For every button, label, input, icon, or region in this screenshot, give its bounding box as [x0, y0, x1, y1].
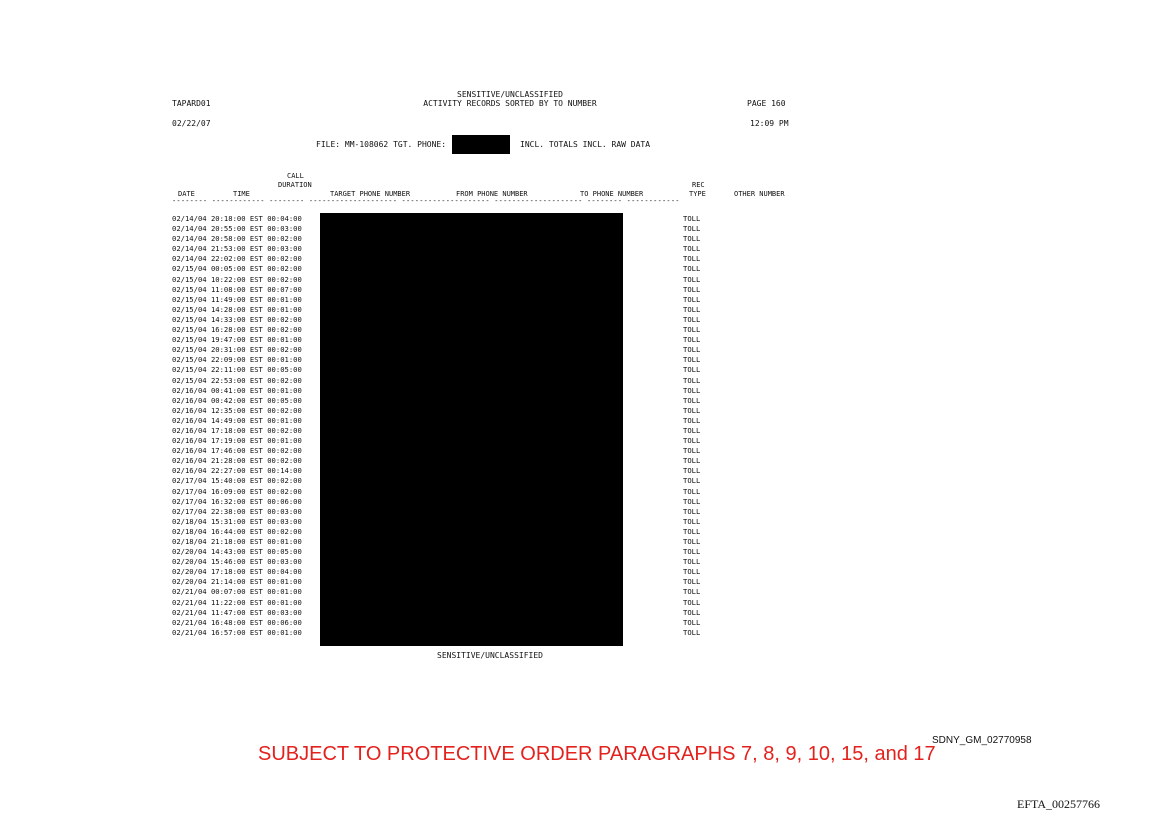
- table-row: [172, 476, 302, 486]
- row-duration: 00:02:00: [267, 405, 302, 415]
- row-time: 22:11:00 EST: [210, 365, 263, 375]
- row-time: 22:53:00 EST: [210, 375, 263, 385]
- table-row: [172, 547, 302, 557]
- efta-number: EFTA_00257766: [1017, 797, 1101, 811]
- table-row: [172, 355, 302, 365]
- col-from-phone: FROM PHONE NUMBER: [456, 190, 528, 198]
- row-duration: 00:02:00: [267, 264, 302, 274]
- row-rec-type: TOLL: [683, 304, 701, 314]
- row-rec-type: TOLL: [683, 385, 701, 395]
- row-duration: 00:02:00: [267, 446, 302, 456]
- col-date: DATE: [178, 190, 195, 198]
- row-time: 14:33:00 EST: [210, 314, 263, 324]
- table-row: [172, 396, 302, 406]
- row-duration: 00:07:00: [267, 284, 302, 294]
- row-time: 00:41:00 EST: [210, 385, 263, 395]
- col-other-number: OTHER NUMBER: [734, 190, 785, 198]
- row-rec-type: TOLL: [683, 274, 701, 284]
- phone-columns-redaction: [320, 213, 623, 646]
- row-time: 16:28:00 EST: [210, 325, 263, 335]
- row-duration: 00:01:00: [267, 355, 302, 365]
- row-duration: 00:02:00: [267, 476, 302, 486]
- row-rec-type: TOLL: [683, 577, 701, 587]
- table-row: [172, 497, 302, 507]
- table-row: [172, 386, 302, 396]
- row-time: 10:22:00 EST: [210, 274, 263, 284]
- table-row: [172, 244, 302, 254]
- row-duration: 00:01:00: [267, 415, 302, 425]
- row-date: 02/16/04: [172, 446, 207, 456]
- row-date: 02/18/04: [172, 526, 207, 536]
- row-time: 11:08:00 EST: [210, 284, 263, 294]
- table-row: [172, 507, 302, 517]
- row-date: 02/15/04: [172, 274, 207, 284]
- row-duration: 00:03:00: [267, 516, 302, 526]
- row-rec-type: TOLL: [683, 335, 701, 345]
- row-time: 00:07:00 EST: [210, 587, 263, 597]
- row-rec-type: TOLL: [683, 617, 701, 627]
- table-row: [172, 345, 302, 355]
- classification-top: SENSITIVE/UNCLASSIFIED: [457, 90, 563, 99]
- col-type: TYPE: [689, 190, 706, 198]
- row-date: 02/21/04: [172, 587, 207, 597]
- row-date: 02/18/04: [172, 516, 207, 526]
- col-rec: REC: [692, 181, 705, 189]
- row-duration: 00:02:00: [267, 274, 302, 284]
- row-date: 02/15/04: [172, 375, 207, 385]
- table-row: [172, 224, 302, 234]
- row-duration: 00:03:00: [267, 506, 302, 516]
- row-rec-type: TOLL: [683, 627, 701, 637]
- row-date: 02/16/04: [172, 385, 207, 395]
- row-rec-type: TOLL: [683, 597, 701, 607]
- row-time: 15:31:00 EST: [210, 516, 263, 526]
- row-time: 17:18:00 EST: [210, 425, 263, 435]
- row-rec-type: TOLL: [683, 224, 701, 234]
- col-to-phone: TO PHONE NUMBER: [580, 190, 644, 198]
- row-date: 02/14/04: [172, 244, 207, 254]
- row-rec-type: TOLL: [683, 607, 701, 617]
- report-date: 02/22/07: [172, 119, 211, 128]
- row-rec-type: TOLL: [683, 375, 701, 385]
- row-duration: 00:01:00: [267, 587, 302, 597]
- row-duration: 00:04:00: [267, 214, 302, 223]
- row-date: 02/15/04: [172, 325, 207, 335]
- row-rec-type: TOLL: [683, 526, 701, 536]
- table-row: [172, 234, 302, 244]
- col-time: TIME: [233, 190, 250, 198]
- row-date: 02/16/04: [172, 405, 207, 415]
- row-duration: 00:05:00: [267, 395, 302, 405]
- row-duration: 00:01:00: [267, 335, 302, 345]
- table-row: [172, 456, 302, 466]
- classification-bottom: SENSITIVE/UNCLASSIFIED: [437, 651, 543, 660]
- row-rec-type: TOLL: [683, 506, 701, 516]
- row-time: 22:27:00 EST: [210, 466, 263, 476]
- col-duration: DURATION: [278, 181, 312, 189]
- row-duration: 00:02:00: [267, 375, 302, 385]
- row-date: 02/16/04: [172, 456, 207, 466]
- row-time: 16:32:00 EST: [210, 496, 263, 506]
- row-duration: 00:02:00: [267, 486, 302, 496]
- row-rec-type: TOLL: [683, 486, 701, 496]
- row-time: 20:55:00 EST: [210, 224, 263, 234]
- table-row: [172, 487, 302, 497]
- table-row: [172, 446, 302, 456]
- row-date: 02/16/04: [172, 395, 207, 405]
- row-duration: 00:02:00: [267, 456, 302, 466]
- row-date: 02/14/04: [172, 234, 207, 244]
- row-date: 02/16/04: [172, 415, 207, 425]
- table-row: [172, 557, 302, 567]
- table-row: [172, 577, 302, 587]
- row-rec-type: TOLL: [683, 547, 701, 557]
- table-row: [172, 628, 302, 638]
- row-rec-type: TOLL: [683, 294, 701, 304]
- row-duration: 00:01:00: [267, 627, 302, 637]
- report-time: 12:09 PM: [750, 119, 789, 128]
- row-rec-type: TOLL: [683, 355, 701, 365]
- row-date: 02/17/04: [172, 506, 207, 516]
- row-duration: 00:02:00: [267, 345, 302, 355]
- row-duration: 00:03:00: [267, 607, 302, 617]
- row-rec-type: TOLL: [683, 456, 701, 466]
- rec-type-list: [683, 214, 700, 638]
- row-rec-type: TOLL: [683, 567, 701, 577]
- row-date: 02/21/04: [172, 617, 207, 627]
- row-time: 16:09:00 EST: [210, 486, 263, 496]
- row-duration: 00:01:00: [267, 577, 302, 587]
- row-date: 02/15/04: [172, 355, 207, 365]
- row-rec-type: TOLL: [683, 516, 701, 526]
- row-time: 16:57:00 EST: [210, 627, 263, 637]
- report-options: INCL. TOTALS INCL. RAW DATA: [520, 140, 651, 149]
- table-row: [172, 214, 302, 224]
- row-time: 21:18:00 EST: [210, 537, 263, 546]
- row-rec-type: TOLL: [683, 425, 701, 435]
- row-time: 22:02:00 EST: [210, 254, 263, 264]
- row-date: 02/17/04: [172, 486, 207, 496]
- row-time: 00:42:00 EST: [210, 395, 263, 405]
- file-label: FILE: MM-108062 TGT. PHONE:: [316, 140, 447, 149]
- col-target-phone: TARGET PHONE NUMBER: [330, 190, 411, 198]
- row-duration: 00:06:00: [267, 617, 302, 627]
- row-time: 14:43:00 EST: [210, 547, 263, 557]
- row-rec-type: TOLL: [683, 234, 701, 244]
- row-date: 02/15/04: [172, 264, 207, 274]
- row-rec-type: TOLL: [683, 264, 701, 274]
- table-row: [172, 416, 302, 426]
- row-time: 11:49:00 EST: [210, 294, 263, 304]
- table-row: [172, 285, 302, 295]
- row-rec-type: TOLL: [683, 365, 701, 375]
- bates-number: SDNY_GM_02770958: [932, 735, 1032, 746]
- records-list: [172, 214, 302, 638]
- row-date: 02/15/04: [172, 314, 207, 324]
- row-time: 14:49:00 EST: [210, 415, 263, 425]
- row-rec-type: TOLL: [683, 476, 701, 486]
- row-time: 12:35:00 EST: [210, 405, 263, 415]
- table-row: [172, 376, 302, 386]
- row-time: 16:48:00 EST: [210, 617, 263, 627]
- table-row: [172, 335, 302, 345]
- row-rec-type: TOLL: [683, 325, 701, 335]
- row-rec-type: TOLL: [683, 395, 701, 405]
- table-row: [172, 315, 302, 325]
- row-rec-type: TOLL: [683, 446, 701, 456]
- row-time: 15:40:00 EST: [210, 476, 263, 486]
- row-rec-type: TOLL: [683, 496, 701, 506]
- table-row: [172, 406, 302, 416]
- header-divider: -------- ------------ -------- -------------------- -------------------- -------------------- -------- ------------: [172, 197, 680, 205]
- row-time: 22:38:00 EST: [210, 506, 263, 516]
- table-row: [172, 264, 302, 274]
- table-row: [172, 365, 302, 375]
- table-row: [172, 608, 302, 618]
- col-call: CALL: [287, 172, 304, 180]
- row-time: 17:18:00 EST: [210, 567, 263, 577]
- row-duration: 00:02:00: [267, 314, 302, 324]
- table-row: [172, 587, 302, 597]
- row-date: 02/17/04: [172, 496, 207, 506]
- row-rec-type: TOLL: [683, 436, 701, 446]
- row-duration: 00:01:00: [267, 436, 302, 446]
- target-phone-redaction: [452, 135, 510, 154]
- row-time: 11:22:00 EST: [210, 597, 263, 607]
- row-time: 00:05:00 EST: [210, 264, 263, 274]
- row-date: 02/17/04: [172, 476, 207, 486]
- row-duration: 00:01:00: [267, 597, 302, 607]
- row-time: 20:18:00 EST: [210, 214, 263, 223]
- row-rec-type: TOLL: [683, 557, 701, 567]
- row-date: 02/14/04: [172, 254, 207, 264]
- row-rec-type: TOLL: [683, 415, 701, 425]
- row-duration: 00:02:00: [267, 234, 302, 244]
- table-row: [172, 567, 302, 577]
- row-time: 16:44:00 EST: [210, 526, 263, 536]
- row-rec-type: TOLL: [683, 254, 701, 264]
- table-row: [172, 426, 302, 436]
- row-rec-type: TOLL: [683, 284, 701, 294]
- row-date: 02/15/04: [172, 294, 207, 304]
- row-time: 21:28:00 EST: [210, 456, 263, 466]
- row-duration: 00:05:00: [267, 547, 302, 557]
- table-row: [172, 598, 302, 608]
- row-rec-type: TOLL: [683, 405, 701, 415]
- row-duration: 00:01:00: [267, 294, 302, 304]
- row-date: 02/21/04: [172, 607, 207, 617]
- row-date: 02/20/04: [172, 577, 207, 587]
- row-duration: 00:04:00: [267, 567, 302, 577]
- row-date: 02/18/04: [172, 537, 207, 546]
- row-date: 02/14/04: [172, 214, 207, 223]
- row-rec-type: TOLL: [683, 244, 701, 254]
- row-date: 02/16/04: [172, 466, 207, 476]
- row-time: 17:19:00 EST: [210, 436, 263, 446]
- table-row: [172, 618, 302, 628]
- row-date: 02/16/04: [172, 425, 207, 435]
- report-id: TAPARD01: [172, 99, 211, 108]
- row-time: 22:09:00 EST: [210, 355, 263, 365]
- row-rec-type: TOLL: [683, 314, 701, 324]
- row-date: 02/20/04: [172, 567, 207, 577]
- row-date: 02/16/04: [172, 436, 207, 446]
- row-time: 19:47:00 EST: [210, 335, 263, 345]
- row-duration: 00:05:00: [267, 365, 302, 375]
- row-duration: 00:14:00: [267, 466, 302, 476]
- table-row: [172, 436, 302, 446]
- row-duration: 00:02:00: [267, 425, 302, 435]
- row-time: 17:46:00 EST: [210, 446, 263, 456]
- row-time: 15:46:00 EST: [210, 557, 263, 567]
- table-row: [172, 254, 302, 264]
- row-time: 20:31:00 EST: [210, 345, 263, 355]
- row-time: 14:28:00 EST: [210, 304, 263, 314]
- row-duration: 00:02:00: [267, 325, 302, 335]
- table-row: [172, 275, 302, 285]
- table-row: [172, 466, 302, 476]
- row-duration: 00:06:00: [267, 496, 302, 506]
- row-rec-type: TOLL: [683, 537, 701, 546]
- row-date: 02/15/04: [172, 284, 207, 294]
- row-duration: 00:01:00: [267, 537, 302, 546]
- table-row: [172, 527, 302, 537]
- page-number: PAGE 160: [747, 99, 786, 108]
- row-date: 02/20/04: [172, 557, 207, 567]
- row-rec-type: TOLL: [683, 214, 701, 223]
- table-row: [172, 537, 302, 547]
- row-date: 02/21/04: [172, 597, 207, 607]
- row-duration: 00:03:00: [267, 244, 302, 254]
- row-rec-type: TOLL: [683, 466, 701, 476]
- row-date: 02/15/04: [172, 335, 207, 345]
- row-duration: 00:03:00: [267, 224, 302, 234]
- row-date: 02/20/04: [172, 547, 207, 557]
- row-duration: 00:02:00: [267, 254, 302, 264]
- row-date: 02/21/04: [172, 627, 207, 637]
- row-rec-type: TOLL: [683, 345, 701, 355]
- row-duration: 00:03:00: [267, 557, 302, 567]
- row-time: 21:53:00 EST: [210, 244, 263, 254]
- row-date: 02/15/04: [172, 345, 207, 355]
- report-title: ACTIVITY RECORDS SORTED BY TO NUMBER: [423, 99, 597, 108]
- row-date: 02/15/04: [172, 304, 207, 314]
- protective-order-notice: SUBJECT TO PROTECTIVE ORDER PARAGRAPHS 7, 8, 9, 10, 15, and 17: [258, 743, 936, 765]
- row-duration: 00:01:00: [267, 385, 302, 395]
- row-duration: 00:01:00: [267, 304, 302, 314]
- table-row: [172, 295, 302, 305]
- table-row: [172, 305, 302, 315]
- table-row: [172, 517, 302, 527]
- row-date: 02/15/04: [172, 365, 207, 375]
- row-rec-type: TOLL: [683, 587, 701, 597]
- row-time: 20:58:00 EST: [210, 234, 263, 244]
- table-row: [172, 325, 302, 335]
- row-duration: 00:02:00: [267, 526, 302, 536]
- row-time: 21:14:00 EST: [210, 577, 263, 587]
- row-date: 02/14/04: [172, 224, 207, 234]
- row-time: 11:47:00 EST: [210, 607, 263, 617]
